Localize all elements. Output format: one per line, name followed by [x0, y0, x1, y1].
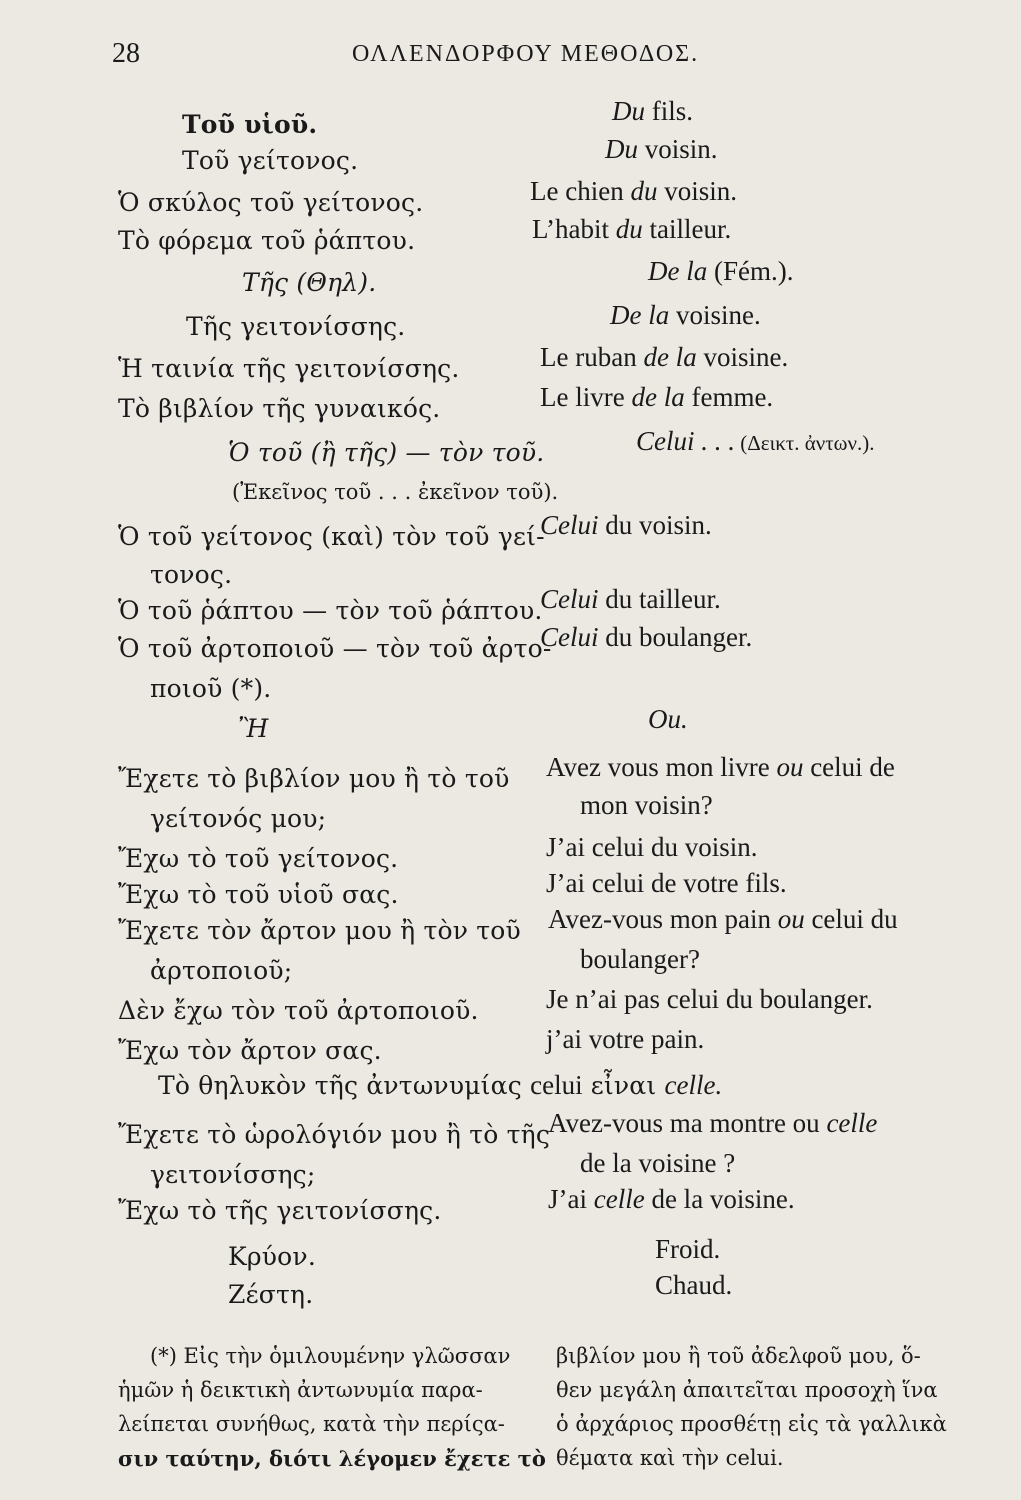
french-line: Du fils. [612, 96, 694, 126]
footnote-left-line: λείπεται συνήθως, κατὰ τὴν περίςα- [118, 1412, 505, 1436]
greek-line: Ὁ σκύλος τοῦ γείτονος. [118, 188, 424, 217]
greek-line-continued: γείτονός μου; [150, 804, 327, 833]
vocab-french: Chaud. [655, 1270, 733, 1300]
vocab-french: Froid. [655, 1234, 721, 1264]
feminine-note: Τὸ θηλυκὸν τῆς ἀντωνυμίας celui εἶναι celle. [158, 1070, 723, 1100]
footnote-right-line: θεν μεγάλη ἀπαιτεῖται προσοχὴ ἵνα [556, 1378, 938, 1402]
running-title: ΟΛΛΕΝΔΟΡΦΟΥ ΜΕΘΟΔΟΣ. [352, 41, 700, 67]
french-line: J’ai celui de votre fils. [546, 868, 787, 898]
greek-line: Ἔχετε τὸ βιβλίον μου ἢ τὸ τοῦ [118, 764, 510, 793]
french-line-continued: mon voisin? [580, 790, 713, 820]
footnote-left-line: (*) Εἰς τὴν ὁμιλουμένην γλῶσσαν [150, 1344, 511, 1368]
french-line: Avez vous mon livre ou celui de [546, 752, 895, 782]
section-title-greek: Ὁ τοῦ (ἢ τῆς) — τὸν τοῦ. [228, 438, 545, 467]
french-line: Celui du voisin. [540, 510, 712, 540]
greek-line: Ἔχω τὸν ἄρτον σας. [118, 1036, 382, 1065]
french-line: Le ruban de la voisine. [540, 342, 789, 372]
french-line: Avez-vous mon pain ou celui du [548, 904, 898, 934]
greek-line: Τῆς (Θηλ). [242, 268, 377, 297]
french-line-continued: boulanger? [580, 944, 700, 974]
greek-line-continued: γειτονίσσης; [150, 1160, 316, 1189]
greek-line-continued: ἀρτοποιοῦ; [150, 956, 293, 985]
greek-line-continued: τονος. [150, 560, 233, 589]
or-french: Ou. [648, 704, 688, 734]
greek-line: Τοῦ γείτονος. [182, 146, 359, 175]
greek-line: Τῆς γειτονίσσης. [186, 312, 406, 341]
french-line: Celui du tailleur. [540, 584, 721, 614]
greek-line: Ἔχω τὸ τοῦ γείτονος. [118, 844, 399, 873]
greek-line: Ἔχετε τὸν ἄρτον μου ἢ τὸν τοῦ [118, 916, 521, 945]
greek-line: Ὁ τοῦ γείτονος (καὶ) τὸν τοῦ γεί- [118, 522, 545, 551]
french-line: De la voisine. [610, 300, 761, 330]
vocab-greek: Κρύον. [228, 1242, 316, 1271]
greek-line: Ἔχω τὸ τῆς γειτονίσσης. [118, 1196, 442, 1225]
greek-line: Δὲν ἔχω τὸν τοῦ ἀρτοποιοῦ. [118, 996, 479, 1025]
greek-line: Ἡ ταινία τῆς γειτονίσσης. [118, 354, 460, 383]
french-line: De la (Fém.). [648, 256, 794, 286]
french-line: Le livre de la femme. [540, 382, 774, 412]
greek-line: Ὁ τοῦ ῥάπτου — τὸν τοῦ ῥάπτου. [118, 596, 543, 625]
footnote-right-line: βιβλίον μου ἢ τοῦ ἀδελφοῦ μου, ὅ- [556, 1344, 921, 1368]
footnote-left-line: ἡμῶν ἡ δεικτικὴ ἀντωνυμία παρα- [118, 1378, 483, 1402]
greek-line: Τὸ βιβλίον τῆς γυναικός. [118, 394, 441, 423]
french-line: Celui du boulanger. [540, 622, 753, 652]
greek-line: Τοῦ υἱοῦ. [182, 110, 318, 139]
footnote-left-line: σιν ταύτην, διότι λέγομεν ἔχετε τὸ [118, 1446, 546, 1471]
french-line: j’ai votre pain. [546, 1024, 705, 1054]
french-line: L’habit du tailleur. [532, 214, 732, 244]
page-number: 28 [112, 38, 140, 69]
french-line: Du voisin. [605, 134, 718, 164]
section-title-french: Celui . . . (Δεικτ. ἀντων.). [636, 426, 875, 456]
french-line: Avez-vous ma montre ou celle [548, 1108, 878, 1138]
french-line: Je n’ai pas celui du boulanger. [546, 984, 873, 1014]
french-line: J’ai celui du voisin. [546, 832, 758, 862]
greek-line: Ἔχετε τὸ ὡρολόγιόν μου ἢ τὸ τῆς [118, 1120, 551, 1149]
footnote-right-line: ὁ ἀρχάριος προσθέτῃ εἰς τὰ γαλλικὰ [556, 1412, 947, 1436]
footnote-right-line: θέματα καὶ τὴν celui. [556, 1446, 784, 1470]
greek-line: Τὸ φόρεμα τοῦ ῥάπτου. [118, 226, 416, 255]
french-line: J’ai celle de la voisine. [548, 1184, 795, 1214]
french-line-continued: de la voisine ? [580, 1148, 736, 1178]
vocab-greek: Ζέστη. [228, 1280, 314, 1309]
greek-line-continued: ποιοῦ (*). [150, 674, 272, 703]
french-line: Le chien du voisin. [530, 176, 737, 206]
section-subtitle-greek: (Ἐκεῖνος τοῦ . . . ἐκεῖνον τοῦ). [232, 480, 559, 504]
greek-line: Ἔχω τὸ τοῦ υἱοῦ σας. [118, 880, 399, 909]
or-greek: Ἢ [238, 714, 269, 743]
greek-line: Ὁ τοῦ ἀρτοποιοῦ — τὸν τοῦ ἀρτο- [118, 634, 552, 663]
